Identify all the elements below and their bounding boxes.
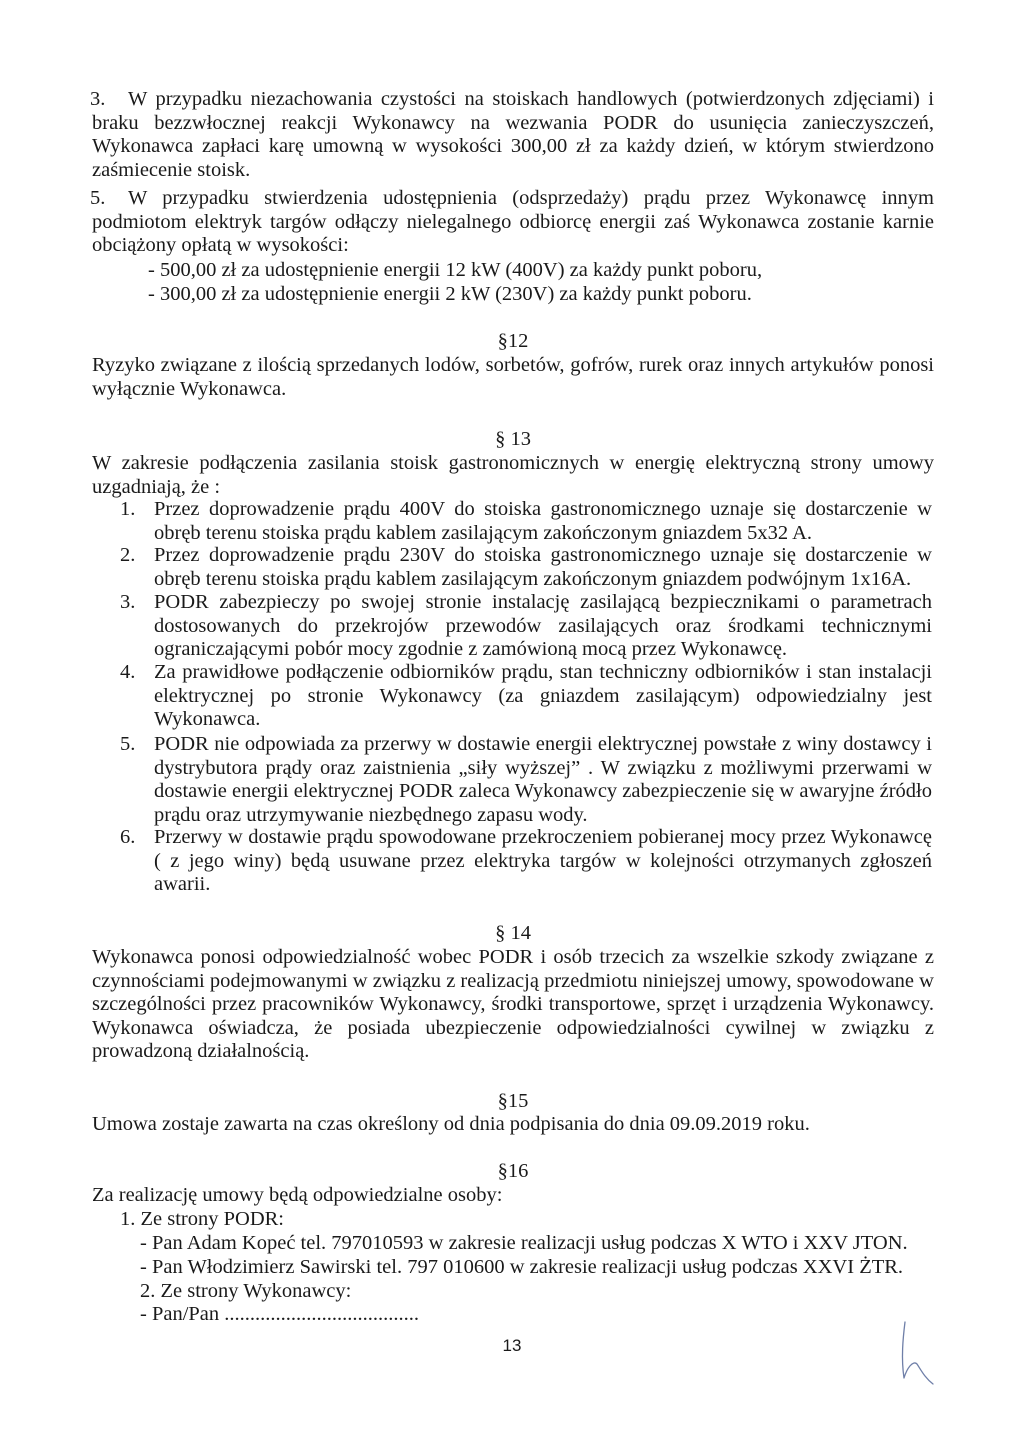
- paragraph-section-12: Ryzyko związane z ilością sprzedanych lodów, sorbetów, gofrów, rurek oraz innych artykułów ponosi wyłącznie Wykonawca.: [92, 354, 934, 400]
- section-heading-13: § 13: [495, 428, 531, 450]
- dash-item: - 500,00 zł za udostępnienie energii 12 kW (400V) za każdy punkt poboru,: [148, 259, 763, 281]
- list-item-text: Przez doprowadzenie prądu 400V do stoiska gastronomicznego uznaje się dostarczenie w obręb terenu stoiska prądu kablem zasilającym zakończonym gniazdem 5x32 A.: [154, 498, 932, 544]
- page-number: 13: [502, 1336, 522, 1355]
- list-item-text: PODR nie odpowiada za przerwy w dostawie energii elektrycznej powstałe z winy dostawcy i dystrybutora prądy oraz zaistnienia „siły wyższej” . W związku z możliwymi przerwami w dostawie energii elektrycznej PODR zaleca Wykonawcy zabezpieczenie się w awaryjne źródło prądu oraz utrzymywanie niezbędnego zapasu wody.: [154, 733, 932, 826]
- list-item-number: 2.: [120, 544, 136, 566]
- paragraph-point-3: [92, 88, 934, 182]
- section-heading-15: §15: [497, 1090, 529, 1112]
- list-item-13-6: [120, 826, 932, 897]
- person-entry: - Pan/Pan ......................................: [140, 1303, 420, 1325]
- paragraph-point-5: [92, 187, 934, 258]
- point-text: W przypadku stwierdzenia udostępnienia (odsprzedaży) prądu przez Wykonawcę innym podmiotom elektryk targów odłączy nielegalnego odbiorcę energii zaś Wykonawca zostanie karnie obciążony opłatą w wysokości:: [92, 187, 934, 256]
- list-item-text: Przerwy w dostawie prądu spowodowane przekroczeniem pobieranej mocy przez Wykonawcę ( z jego winy) będą usuwane przez elektryka targów w kolejności otrzymanych zgłoszeń awarii.: [154, 826, 932, 895]
- list-item-13-1: [120, 498, 932, 545]
- sub-heading-wykonawca: 2. Ze strony Wykonawcy:: [140, 1280, 352, 1302]
- list-item-text: Za prawidłowe podłączenie odbiorników prądu, stan techniczny odbiorników i stan instalacji elektrycznej po stronie Wykonawcy (za gniazdem zasilającym) odpowiedzialny jest Wykonawca.: [154, 661, 932, 730]
- list-item-13-2: [120, 544, 932, 591]
- signature-mark: [895, 1318, 945, 1388]
- section-heading-16: §16: [497, 1160, 529, 1182]
- person-entry: - Pan Adam Kopeć tel. 797010593 w zakresie realizacji usług podczas X WTO i XXV JTON.: [140, 1232, 908, 1254]
- list-item-number: 5.: [120, 733, 136, 755]
- section-heading-14: § 14: [495, 922, 531, 944]
- sub-heading-podr: 1. Ze strony PODR:: [120, 1208, 284, 1230]
- paragraph-section-14: Wykonawca ponosi odpowiedzialność wobec PODR i osób trzecich za wszelkie szkody związane z czynnościami podejmowanymi w związku z realizacją przedmiotu niniejszej umowy, spowodowane w szczególności przez pracowników Wykonawcy, środki transportowe, sprzęt i urządzenia Wykonawcy. Wykonawca oświadcza, że posiada ubezpieczenie odpowiedzialności cywilnej w związku z prowadzoną działalnością.: [92, 946, 934, 1062]
- list-item-number: 4.: [120, 661, 136, 683]
- section-heading-12: §12: [497, 330, 529, 352]
- person-entry: - Pan Włodzimierz Sawirski tel. 797 010600 w zakresie realizacji usług podczas XXVI ŻTR.: [140, 1256, 904, 1278]
- point-number: 5.: [90, 187, 106, 209]
- list-item-number: 6.: [120, 826, 136, 848]
- list-item-13-5: [120, 733, 932, 827]
- paragraph-section-16-intro: Za realizację umowy będą odpowiedzialne osoby:: [92, 1184, 503, 1206]
- point-number: 3.: [90, 88, 106, 110]
- list-item-number: 3.: [120, 591, 136, 613]
- point-text: W przypadku niezachowania czystości na stoiskach handlowych (potwierdzonych zdjęciami) i braku bezzwłocznej reakcji Wykonawcy na wezwania PODR do usunięcia zanieczyszczeń, Wykonawca zapłaci karę umowną w wysokości 300,00 zł za każdy dzień, w którym stwierdzono zaśmiecenie stoisk.: [92, 88, 934, 181]
- dash-item: - 300,00 zł za udostępnienie energii 2 kW (230V) za każdy punkt poboru.: [148, 283, 752, 305]
- list-item-13-4: [120, 661, 932, 732]
- list-item-13-3: [120, 591, 932, 662]
- list-item-text: Przez doprowadzenie prądu 230V do stoiska gastronomicznego uznaje się dostarczenie w obręb terenu stoiska prądu kablem zasilającym zakończonym gniazdem podwójnym 1x16A.: [154, 544, 932, 590]
- list-item-number: 1.: [120, 498, 136, 520]
- paragraph-section-13-intro: W zakresie podłączenia zasilania stoisk gastronomicznych w energię elektryczną strony umowy uzgadniają, że :: [92, 452, 934, 498]
- list-item-text: PODR zabezpieczy po swojej stronie instalację zasilającą bezpiecznikami o parametrach dostosowanych do przekrojów przewodów zasilających oraz środkami technicznymi ograniczającymi pobór mocy zgodnie z zamówioną mocą przez Wykonawcę.: [154, 591, 932, 660]
- paragraph-section-15: Umowa zostaje zawarta na czas określony od dnia podpisania do dnia 09.09.2019 roku.: [92, 1113, 810, 1135]
